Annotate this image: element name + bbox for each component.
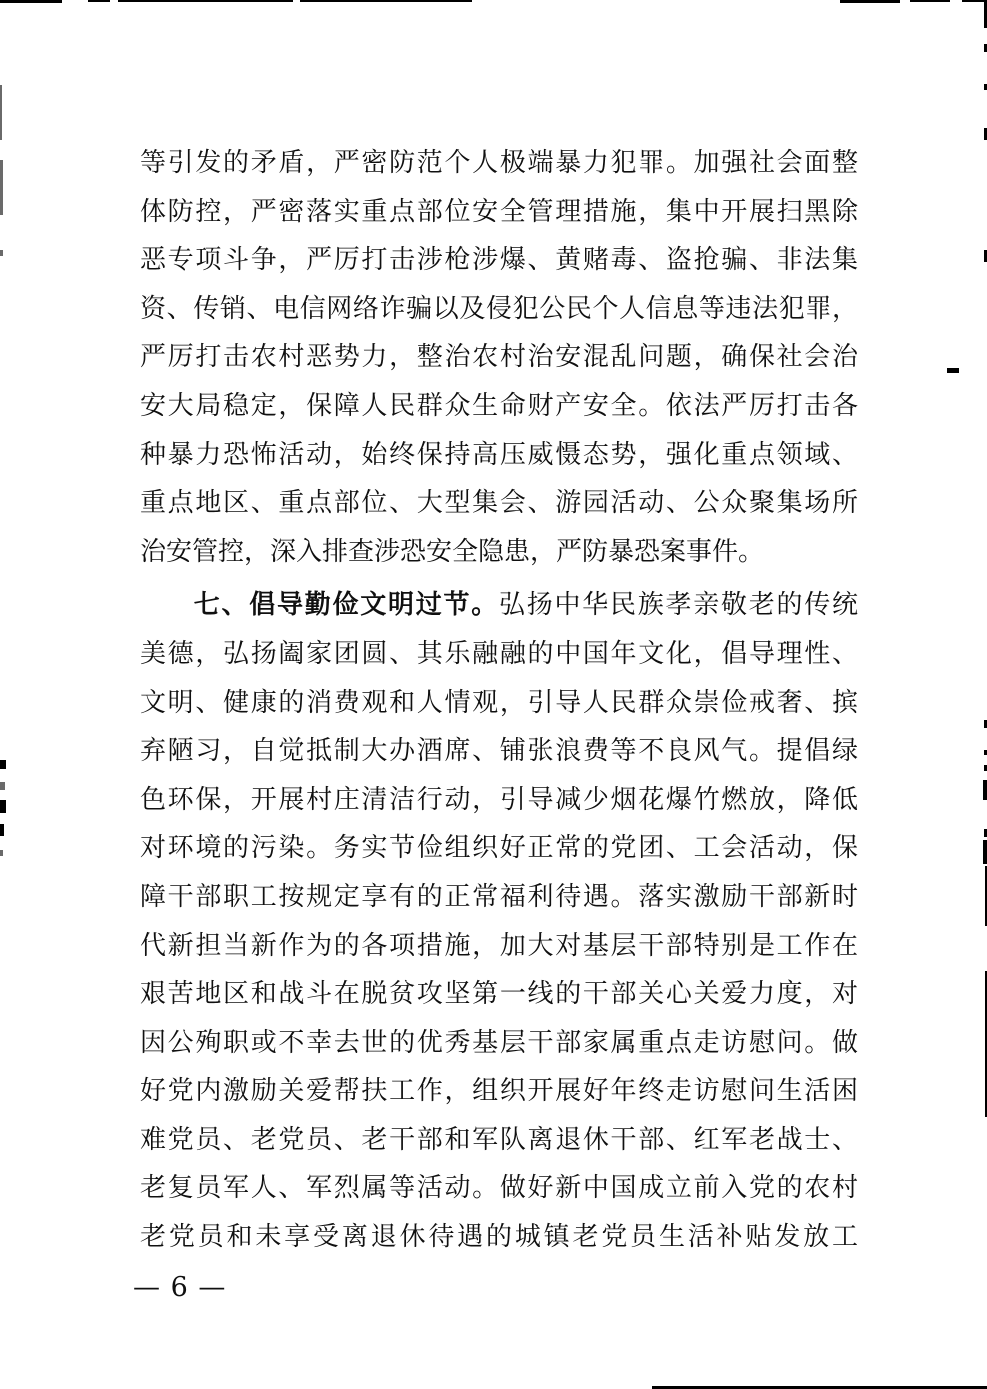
text-line: 安大局稳定，保障人民群众生命财产安全。依法严厉打击各 xyxy=(140,390,858,421)
text-line: 艰苦地区和战斗在脱贫攻坚第一线的干部关心关爱力度，对 xyxy=(140,979,858,1010)
text-line: 好党内激励关爱帮扶工作，组织开展好年终走访慰问生活困 xyxy=(140,1076,858,1107)
scan-artifact xyxy=(0,824,4,836)
scan-artifact xyxy=(0,760,6,769)
paragraph-section-seven xyxy=(140,581,858,1261)
text-line: 资、传销、电信网络诈骗以及侵犯公民个人信息等违法犯罪， xyxy=(140,293,858,324)
text-line: 对环境的污染。务实节俭组织好正常的党团、工会活动，保 xyxy=(140,833,858,864)
page-number: — 6 — xyxy=(133,1272,227,1303)
scan-artifact xyxy=(983,780,987,800)
text-line: 障干部职工按规定享有的正常福利待遇。落实激励干部新时 xyxy=(140,881,858,912)
scan-artifact xyxy=(118,0,293,2)
text-line: 老党员和未享受离退休待遇的城镇老党员生活补贴发放工 xyxy=(140,1222,858,1253)
scan-artifact xyxy=(0,85,2,140)
text-line: 代新担当新作为的各项措施，加大对基层干部特别是工作在 xyxy=(140,930,858,961)
text-line: 色环保，开展村庄清洁行动，引导减少烟花爆竹燃放，降低 xyxy=(140,784,858,815)
scan-artifact xyxy=(0,250,3,256)
text-line: 种暴力恐怖活动，始终保持高压威慑态势，强化重点领域、 xyxy=(140,439,858,470)
scan-artifact xyxy=(0,160,3,215)
section-heading: 七、倡导勤俭文明过节。 xyxy=(192,590,499,621)
scan-artifact xyxy=(947,368,959,373)
section-body-lines xyxy=(140,630,858,1262)
scan-artifact xyxy=(0,782,5,790)
scan-artifact xyxy=(910,0,950,2)
scan-artifact xyxy=(983,840,987,864)
text-line: 难党员、老党员、老干部和军队离退休干部、红军老战士、 xyxy=(140,1124,858,1155)
text-line: 等引发的矛盾，严密防范个人极端暴力犯罪。加强社会面整 xyxy=(140,148,858,178)
section-heading-line xyxy=(140,581,858,630)
scan-artifact xyxy=(0,0,62,3)
text-line: 弃陋习，自觉抵制大办酒席、铺张浪费等不良风气。提倡绿 xyxy=(140,736,858,767)
text-line: 文明、健康的消费观和人情观，引导人民群众崇俭戒奢、摈 xyxy=(140,687,858,718)
text-line: 美德，弘扬阖家团圆、其乐融融的中国年文化，倡导理性、 xyxy=(140,638,858,669)
scan-artifact xyxy=(0,850,3,856)
scan-artifact xyxy=(840,0,900,3)
text-line: 老复员军人、军烈属等活动。做好新中国成立前入党的农村 xyxy=(140,1173,858,1204)
section-first-line-text: 弘扬中华民族孝亲敬老的传统 xyxy=(499,590,858,621)
text-line: 恶专项斗争，严厉打击涉枪涉爆、黄赌毒、盗抢骗、非法集 xyxy=(140,245,858,276)
body-text xyxy=(140,139,858,1262)
text-line: 重点地区、重点部位、大型集会、游园活动、公众聚集场所 xyxy=(140,488,858,519)
text-line: 严厉打击农村恶势力，整治农村治安混乱问题，确保社会治 xyxy=(140,342,858,373)
text-line: 治安管控，深入排查涉恐安全隐患，严防暴恐案事件。 xyxy=(140,536,765,567)
text-line: 体防控，严密落实重点部位安全管理措施，集中开展扫黑除 xyxy=(140,196,858,227)
scan-artifact xyxy=(300,0,472,2)
scan-artifact xyxy=(88,0,110,2)
paragraph-public-security xyxy=(140,139,858,576)
scan-artifact xyxy=(0,800,6,813)
text-line: 因公殉职或不幸去世的优秀基层干部家属重点走访慰问。做 xyxy=(140,1027,858,1058)
